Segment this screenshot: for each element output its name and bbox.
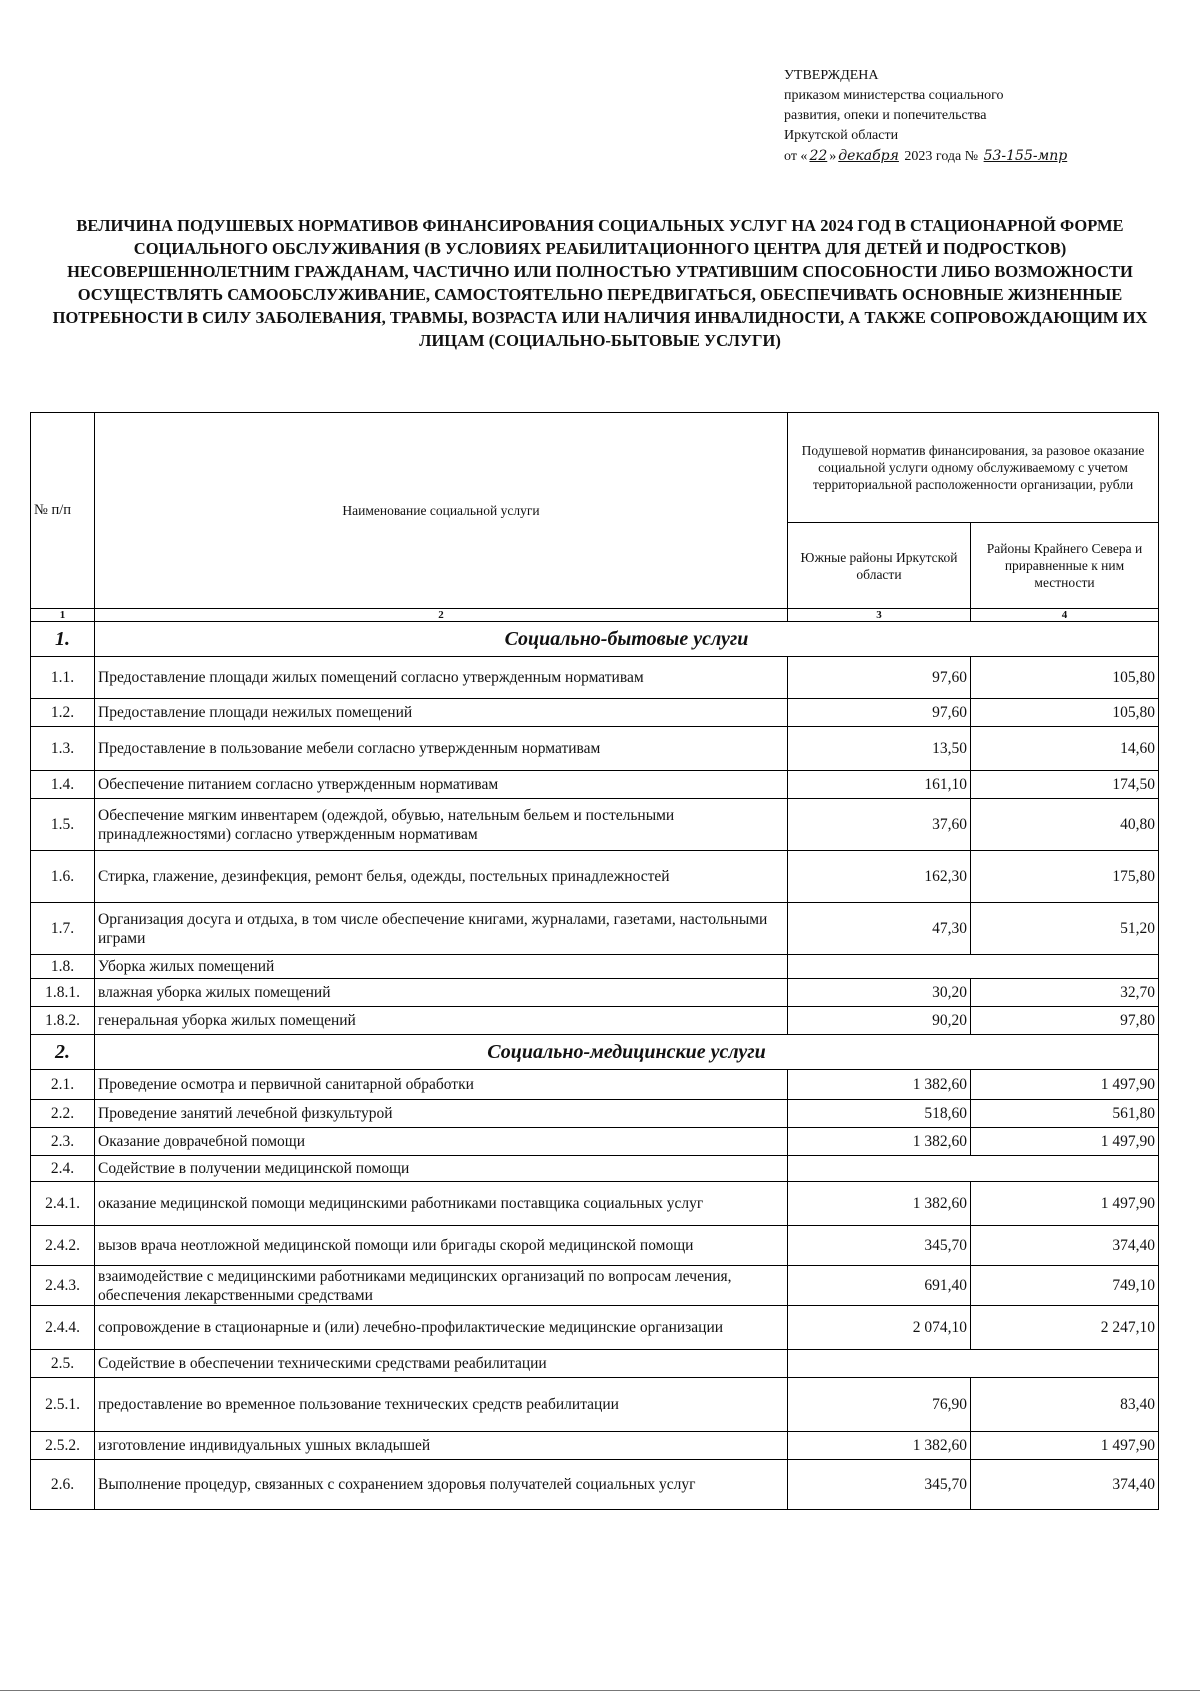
north-value: 14,60 bbox=[971, 727, 1159, 771]
section-number: 2. bbox=[31, 1035, 95, 1070]
row-number: 2.5. bbox=[31, 1350, 95, 1378]
south-value: 162,30 bbox=[788, 851, 971, 903]
north-value: 105,80 bbox=[971, 657, 1159, 699]
north-value: 1 497,90 bbox=[971, 1070, 1159, 1100]
service-name: Содействие в получении медицинской помощи bbox=[95, 1156, 788, 1182]
service-name: оказание медицинской помощи медицинскими работниками поставщика социальных услуг bbox=[95, 1182, 788, 1226]
service-name: взаимодействие с медицинскими работниками медицинских организаций по вопросам лечения, обеспечения лекарственными средствами bbox=[95, 1266, 788, 1306]
south-value: 691,40 bbox=[788, 1266, 971, 1306]
south-value: 76,90 bbox=[788, 1378, 971, 1432]
north-value: 561,80 bbox=[971, 1100, 1159, 1128]
service-name: Предоставление площади нежилых помещений bbox=[95, 699, 788, 727]
service-name: Стирка, глажение, дезинфекция, ремонт белья, одежды, постельных принадлежностей bbox=[95, 851, 788, 903]
service-name: изготовление индивидуальных ушных вкладышей bbox=[95, 1432, 788, 1460]
row-number: 1.4. bbox=[31, 771, 95, 799]
section-row bbox=[31, 622, 1159, 657]
south-value: 37,60 bbox=[788, 799, 971, 851]
north-value: 97,80 bbox=[971, 1007, 1159, 1035]
header-num: № п/п bbox=[31, 413, 95, 609]
south-value: 345,70 bbox=[788, 1460, 971, 1510]
south-value: 1 382,60 bbox=[788, 1128, 971, 1156]
document-title: ВЕЛИЧИНА ПОДУШЕВЫХ НОРМАТИВОВ ФИНАНСИРОВАНИЯ СОЦИАЛЬНЫХ УСЛУГ НА 2024 ГОД В СТАЦИОНАРНОЙ ФОРМЕ СОЦИАЛЬНОГО ОБСЛУЖИВАНИЯ (В УСЛОВИЯХ РЕАБИЛИТАЦИОННОГО ЦЕНТРА ДЛЯ ДЕТЕЙ И ПОДРОСТКОВ) НЕСОВЕРШЕННОЛЕТНИМ ГРАЖДАНАМ, ЧАСТИЧНО ИЛИ ПОЛНОСТЬЮ УТРАТИВШИМ СПОСОБНОСТИ ЛИБО ВОЗМОЖНОСТИ ОСУЩЕСТВЛЯТЬ САМООБСЛУЖИВАНИЕ, САМОСТОЯТЕЛЬНО ПЕРЕДВИГАТЬСЯ, ОБЕСПЕЧИВАТЬ ОСНОВНЫЕ ЖИЗНЕННЫЕ ПОТРЕБНОСТИ В СИЛУ ЗАБОЛЕВАНИЯ, ТРАВМЫ, ВОЗРАСТА ИЛИ НАЛИЧИЯ ИНВАЛИДНОСТИ, А ТАКЖЕ СОПРОВОЖДАЮЩИМ ИХ ЛИЦАМ (СОЦИАЛЬНО-БЫТОВЫЕ УСЛУГИ) bbox=[52, 216, 1148, 350]
table-row bbox=[31, 657, 1159, 699]
column-number: 4 bbox=[971, 609, 1159, 622]
service-name: Проведение занятий лечебной физкультурой bbox=[95, 1100, 788, 1128]
group-row bbox=[31, 1156, 1159, 1182]
order-number: 53-155-мпр bbox=[983, 148, 1068, 164]
page-bottom-edge bbox=[0, 1690, 1200, 1691]
table-row bbox=[31, 851, 1159, 903]
table-row bbox=[31, 1182, 1159, 1226]
north-value: 51,20 bbox=[971, 903, 1159, 955]
row-number: 1.8.1. bbox=[31, 979, 95, 1007]
table-row bbox=[31, 1432, 1159, 1460]
row-number: 2.2. bbox=[31, 1100, 95, 1128]
north-value: 174,50 bbox=[971, 771, 1159, 799]
service-name: Предоставление площади жилых помещений согласно утвержденным нормативам bbox=[95, 657, 788, 699]
service-name: Проведение осмотра и первичной санитарной обработки bbox=[95, 1070, 788, 1100]
column-numbers-row bbox=[31, 609, 1159, 622]
header-norm-group: Подушевой норматив финансирования, за разовое оказание социальной услуги одному обслуживаемому с учетом территориальной расположенности организации, рубли bbox=[788, 413, 1159, 523]
service-name: вызов врача неотложной медицинской помощи или бригады скорой медицинской помощи bbox=[95, 1226, 788, 1266]
empty-value-cell bbox=[788, 955, 1159, 979]
service-name: Обеспечение мягким инвентарем (одеждой, обувью, нательным бельем и постельными принадлежностями) согласно утвержденным нормативам bbox=[95, 799, 788, 851]
row-number: 2.4. bbox=[31, 1156, 95, 1182]
north-value: 1 497,90 bbox=[971, 1182, 1159, 1226]
group-row bbox=[31, 955, 1159, 979]
service-name: сопровождение в стационарные и (или) лечебно-профилактические медицинские организации bbox=[95, 1306, 788, 1350]
service-name: Содействие в обеспечении техническими средствами реабилитации bbox=[95, 1350, 788, 1378]
column-number: 1 bbox=[31, 609, 95, 622]
south-value: 345,70 bbox=[788, 1226, 971, 1266]
header-north: Районы Крайнего Севера и приравненные к ним местности bbox=[971, 523, 1159, 609]
table-row bbox=[31, 727, 1159, 771]
approval-line: приказом министерства социального bbox=[784, 88, 1004, 103]
north-value: 1 497,90 bbox=[971, 1128, 1159, 1156]
row-number: 2.5.1. bbox=[31, 1378, 95, 1432]
south-value: 161,10 bbox=[788, 771, 971, 799]
north-value: 2 247,10 bbox=[971, 1306, 1159, 1350]
south-value: 1 382,60 bbox=[788, 1432, 971, 1460]
table-row bbox=[31, 1266, 1159, 1306]
group-row bbox=[31, 1350, 1159, 1378]
header-south: Южные районы Иркутской области bbox=[788, 523, 971, 609]
south-value: 2 074,10 bbox=[788, 1306, 971, 1350]
service-name: Выполнение процедур, связанных с сохранением здоровья получателей социальных услуг bbox=[95, 1460, 788, 1510]
row-number: 1.8.2. bbox=[31, 1007, 95, 1035]
row-number: 2.4.1. bbox=[31, 1182, 95, 1226]
table-row bbox=[31, 699, 1159, 727]
north-value: 749,10 bbox=[971, 1266, 1159, 1306]
header-name: Наименование социальной услуги bbox=[95, 413, 788, 609]
section-number: 1. bbox=[31, 622, 95, 657]
date-month: декабря bbox=[838, 148, 899, 164]
table-row bbox=[31, 1460, 1159, 1510]
table-row bbox=[31, 1378, 1159, 1432]
north-value: 1 497,90 bbox=[971, 1432, 1159, 1460]
table-row bbox=[31, 1306, 1159, 1350]
row-number: 1.8. bbox=[31, 955, 95, 979]
table-row bbox=[31, 1226, 1159, 1266]
service-name: Предоставление в пользование мебели согласно утвержденным нормативам bbox=[95, 727, 788, 771]
table-row bbox=[31, 903, 1159, 955]
table-row bbox=[31, 1128, 1159, 1156]
approval-line: Иркутской области bbox=[784, 128, 899, 143]
row-number: 1.2. bbox=[31, 699, 95, 727]
south-value: 30,20 bbox=[788, 979, 971, 1007]
south-value: 47,30 bbox=[788, 903, 971, 955]
service-name: Организация досуга и отдыха, в том числе обеспечение книгами, журналами, газетами, настольными играми bbox=[95, 903, 788, 955]
south-value: 97,60 bbox=[788, 699, 971, 727]
row-number: 2.4.2. bbox=[31, 1226, 95, 1266]
table-row bbox=[31, 1007, 1159, 1035]
service-name: предоставление во временное пользование технических средств реабилитации bbox=[95, 1378, 788, 1432]
north-value: 374,40 bbox=[971, 1460, 1159, 1510]
table-row bbox=[31, 799, 1159, 851]
table-body bbox=[31, 622, 1159, 1510]
approval-status: УТВЕРЖДЕНА bbox=[784, 68, 879, 83]
approval-line: развития, опеки и попечительства bbox=[784, 108, 987, 123]
south-value: 518,60 bbox=[788, 1100, 971, 1128]
north-value: 105,80 bbox=[971, 699, 1159, 727]
service-name: Обеспечение питанием согласно утвержденным нормативам bbox=[95, 771, 788, 799]
table-row bbox=[31, 1100, 1159, 1128]
south-value: 90,20 bbox=[788, 1007, 971, 1035]
section-title: Социально-медицинские услуги bbox=[95, 1035, 1159, 1070]
approval-stamp bbox=[784, 66, 1184, 167]
service-name: влажная уборка жилых помещений bbox=[95, 979, 788, 1007]
south-value: 1 382,60 bbox=[788, 1070, 971, 1100]
column-number: 2 bbox=[95, 609, 788, 622]
north-value: 40,80 bbox=[971, 799, 1159, 851]
section-row bbox=[31, 1035, 1159, 1070]
date-year: 2023 года № bbox=[904, 149, 979, 164]
service-name: Уборка жилых помещений bbox=[95, 955, 788, 979]
row-number: 2.4.3. bbox=[31, 1266, 95, 1306]
date-prefix: от « bbox=[784, 149, 808, 164]
south-value: 13,50 bbox=[788, 727, 971, 771]
north-value: 175,80 bbox=[971, 851, 1159, 903]
service-name: Оказание доврачебной помощи bbox=[95, 1128, 788, 1156]
row-number: 2.6. bbox=[31, 1460, 95, 1510]
norms-table bbox=[30, 412, 1159, 1510]
date-mid: » bbox=[829, 149, 837, 164]
row-number: 2.5.2. bbox=[31, 1432, 95, 1460]
south-value: 1 382,60 bbox=[788, 1182, 971, 1226]
date-day: 22 bbox=[809, 148, 828, 164]
column-number: 3 bbox=[788, 609, 971, 622]
row-number: 1.5. bbox=[31, 799, 95, 851]
header-row bbox=[31, 413, 1159, 523]
row-number: 1.7. bbox=[31, 903, 95, 955]
empty-value-cell bbox=[788, 1156, 1159, 1182]
north-value: 32,70 bbox=[971, 979, 1159, 1007]
service-name: генеральная уборка жилых помещений bbox=[95, 1007, 788, 1035]
empty-value-cell bbox=[788, 1350, 1159, 1378]
table-row bbox=[31, 979, 1159, 1007]
approval-date-line bbox=[784, 146, 1184, 167]
table-row bbox=[31, 771, 1159, 799]
north-value: 374,40 bbox=[971, 1226, 1159, 1266]
row-number: 2.3. bbox=[31, 1128, 95, 1156]
table-row bbox=[31, 1070, 1159, 1100]
south-value: 97,60 bbox=[788, 657, 971, 699]
row-number: 2.4.4. bbox=[31, 1306, 95, 1350]
north-value: 83,40 bbox=[971, 1378, 1159, 1432]
row-number: 2.1. bbox=[31, 1070, 95, 1100]
row-number: 1.6. bbox=[31, 851, 95, 903]
row-number: 1.1. bbox=[31, 657, 95, 699]
section-title: Социально-бытовые услуги bbox=[95, 622, 1159, 657]
row-number: 1.3. bbox=[31, 727, 95, 771]
